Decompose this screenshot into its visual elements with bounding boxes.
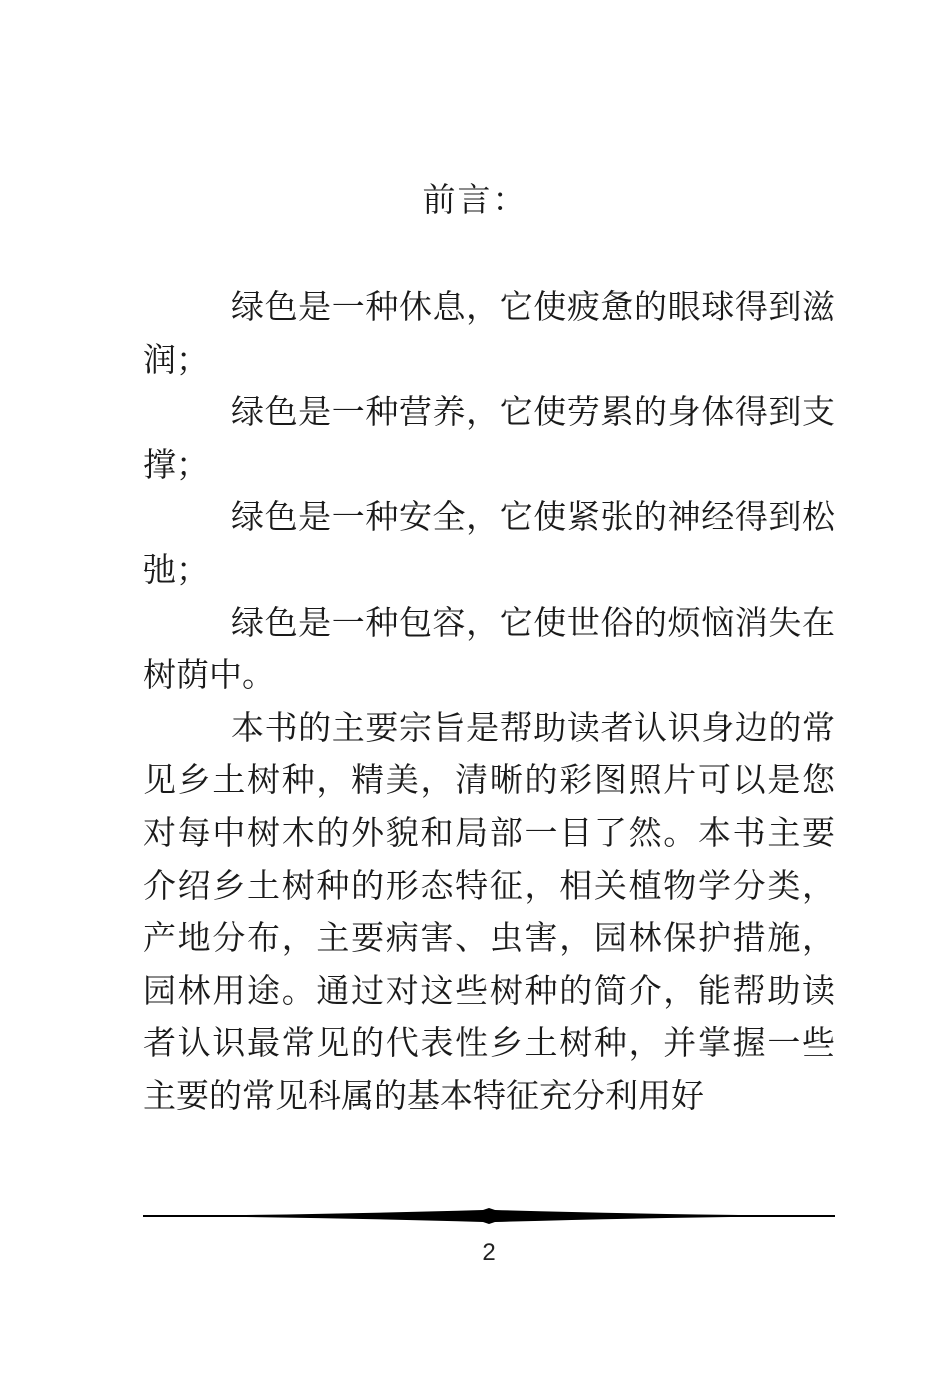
- paragraph-tolerance: 绿色是一种包容，它使世俗的烦恼消失在树荫中。: [143, 602, 835, 695]
- page-title: 前言：: [422, 180, 528, 219]
- page-number: 2: [482, 1239, 496, 1266]
- paragraph-safety: 绿色是一种安全，它使紧张的神经得到松弛；: [143, 497, 835, 589]
- paragraph-nourishment: 绿色是一种营养，它使劳累的身体得到支撑；: [143, 392, 835, 484]
- footer-divider: [143, 1206, 835, 1226]
- body-text: [143, 281, 835, 1123]
- paragraph-book-purpose: 本书的主要宗旨是帮助读者认识身边的常见乡土树种，精美，清晰的彩图照片可以是您对每中树木的外貌和局部一目了然。本书主要介绍乡土树种的形态特征，相关植物学分类，产地分布，主要病害、虫害，园林保护措施，园林用途。通过对这些树种的简介，能帮助读者认识最常见的代表性乡土树种，并掌握一些主要的常见科属的基本特征充分利用好: [143, 707, 835, 1115]
- paragraph-rest: 绿色是一种休息，它使疲惫的眼球得到滋润；: [143, 287, 835, 379]
